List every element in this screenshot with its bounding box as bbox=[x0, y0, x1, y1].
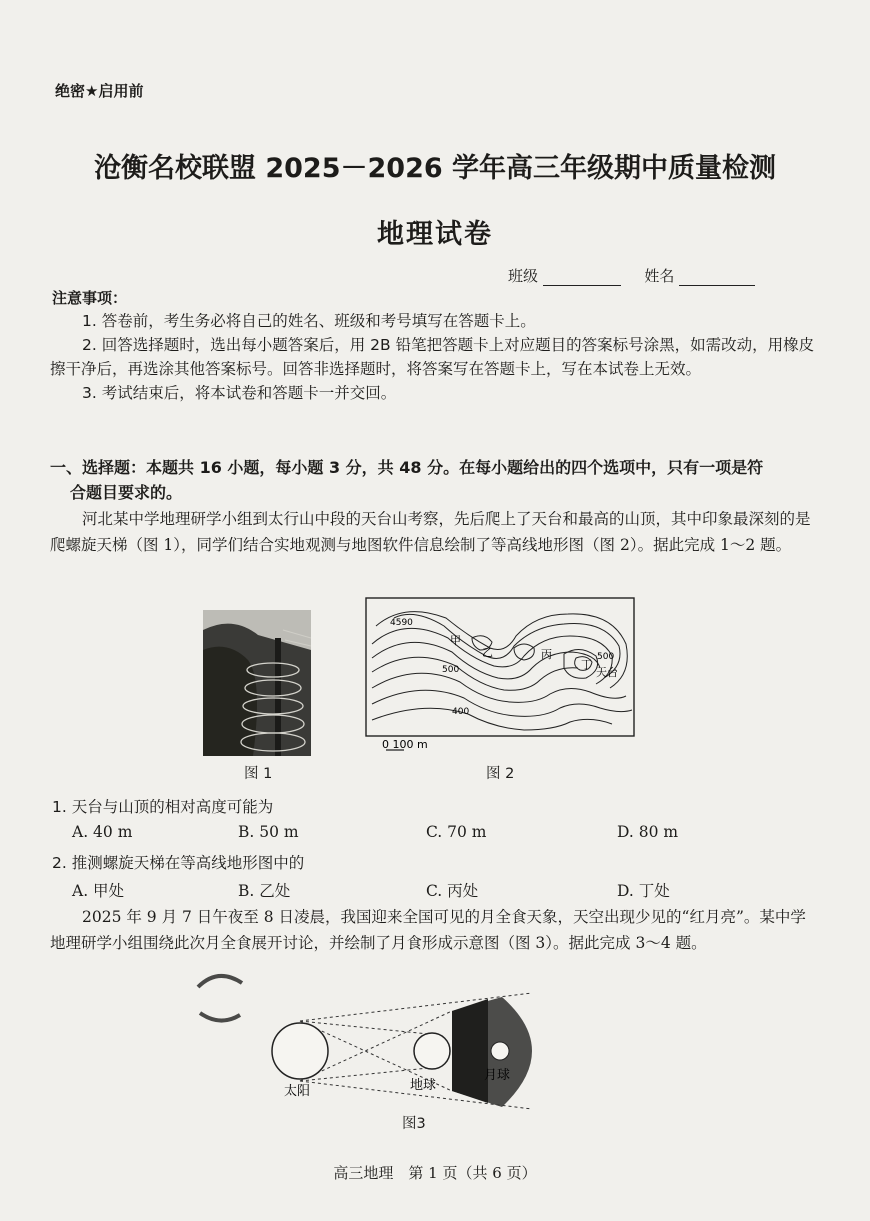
exam-title: 沧衡名校联盟 2025－2026 学年高三年级期中质量检测 bbox=[93, 153, 777, 184]
question-1-option-d[interactable]: D. 80 m bbox=[617, 823, 679, 841]
notice-item-2: 2. 回答选择题时，选出每小题答案后，用 2B 铅笔把答题卡上对应题目的答案标号涂黑，如需改动，用橡皮擦干净后，再选涂其他答案标号。回答非选择题时，将答案写在答题卡上，写在本试卷上无效。 bbox=[50, 336, 815, 378]
contour-label-500-a: 500 bbox=[442, 665, 460, 675]
confidential-mark: 绝密★启用前 bbox=[55, 82, 144, 100]
section-heading-line2: 合题目要求的。 bbox=[70, 483, 183, 502]
figure-3-caption: 图3 bbox=[402, 1116, 426, 1132]
earth-label: 地球 bbox=[410, 1078, 437, 1093]
question-2-stem: 2. 推测螺旋天梯在等高线地形图中的 bbox=[52, 854, 305, 872]
question-2-option-c[interactable]: C. 丙处 bbox=[426, 882, 479, 900]
name-label: 姓名 bbox=[644, 267, 675, 285]
intro-text-1: 河北某中学地理研学小组到太行山中段的天台山考察，先后爬上了天台和最高的山顶，其中印象最深刻的是爬螺旋天梯（图 1），同学们结合实地观测与地图软件信息绘制了等高线地形图（图 2）。据此完成 1～2 题。 bbox=[50, 510, 811, 554]
notice-title: 注意事项： bbox=[52, 289, 128, 307]
point-ding: 丁 bbox=[581, 658, 592, 671]
question-2-option-d[interactable]: D. 丁处 bbox=[617, 882, 670, 900]
notice-item-1: 1. 答卷前，考生务必将自己的姓名、班级和考号填写在答题卡上。 bbox=[82, 312, 536, 330]
figure-1-caption: 图 1 bbox=[244, 766, 273, 782]
intro-text-2: 2025 年 9 月 7 日午夜至 8 日凌晨，我国迎来全国可见的月全食天象，天空出现少见的“红月亮”。某中学地理研学小组围绕此次月全食展开讨论，并绘制了月食形成示意图（图 3）。据此完成 3～4 题。 bbox=[50, 908, 806, 952]
contour-label-4590: 4590 bbox=[390, 618, 413, 628]
page-footer: 高三地理 第 1 页（共 6 页） bbox=[333, 1164, 537, 1182]
moon-label: 月球 bbox=[484, 1068, 511, 1083]
question-2-option-b[interactable]: B. 乙处 bbox=[238, 882, 291, 900]
scale-bar: 0 100 m bbox=[382, 738, 428, 751]
question-1-stem: 1. 天台与山顶的相对高度可能为 bbox=[52, 798, 274, 816]
point-yi: 乙 bbox=[482, 646, 493, 659]
sun-label: 太阳 bbox=[284, 1084, 311, 1099]
point-jia: 甲 bbox=[450, 634, 461, 647]
point-tiantai: 天台 bbox=[596, 666, 618, 679]
contour-map bbox=[364, 596, 636, 756]
class-label: 班级 bbox=[508, 267, 539, 285]
question-2-option-a[interactable]: A. 甲处 bbox=[72, 882, 125, 900]
exam-subtitle: 地理试卷 bbox=[377, 219, 493, 250]
notice-item-3: 3. 考试结束后，将本试卷和答题卡一并交回。 bbox=[82, 384, 397, 402]
question-1-option-a[interactable]: A. 40 m bbox=[72, 823, 133, 841]
name-blank[interactable] bbox=[679, 267, 755, 286]
contour-label-400: 400 bbox=[452, 707, 470, 717]
question-1-option-b[interactable]: B. 50 m bbox=[238, 823, 299, 841]
ink-smudge bbox=[190, 965, 250, 1030]
spiral-stair-photo bbox=[203, 610, 311, 756]
question-intro-3-4 bbox=[50, 904, 820, 956]
point-bing: 丙 bbox=[541, 648, 552, 661]
notice-list bbox=[50, 309, 820, 405]
section-heading bbox=[50, 455, 820, 505]
question-intro-1-2 bbox=[50, 506, 820, 558]
student-info-fields bbox=[508, 265, 755, 286]
figure-2-caption: 图 2 bbox=[486, 766, 515, 782]
question-1-option-c[interactable]: C. 70 m bbox=[426, 823, 487, 841]
contour-label-500-b: 500 bbox=[597, 652, 615, 662]
class-blank[interactable] bbox=[543, 267, 621, 286]
section-heading-line1: 一、选择题：本题共 16 小题，每小题 3 分，共 48 分。在每小题给出的四个选项中，只有一项是符 bbox=[50, 458, 764, 477]
lunar-eclipse-diagram bbox=[262, 985, 552, 1125]
